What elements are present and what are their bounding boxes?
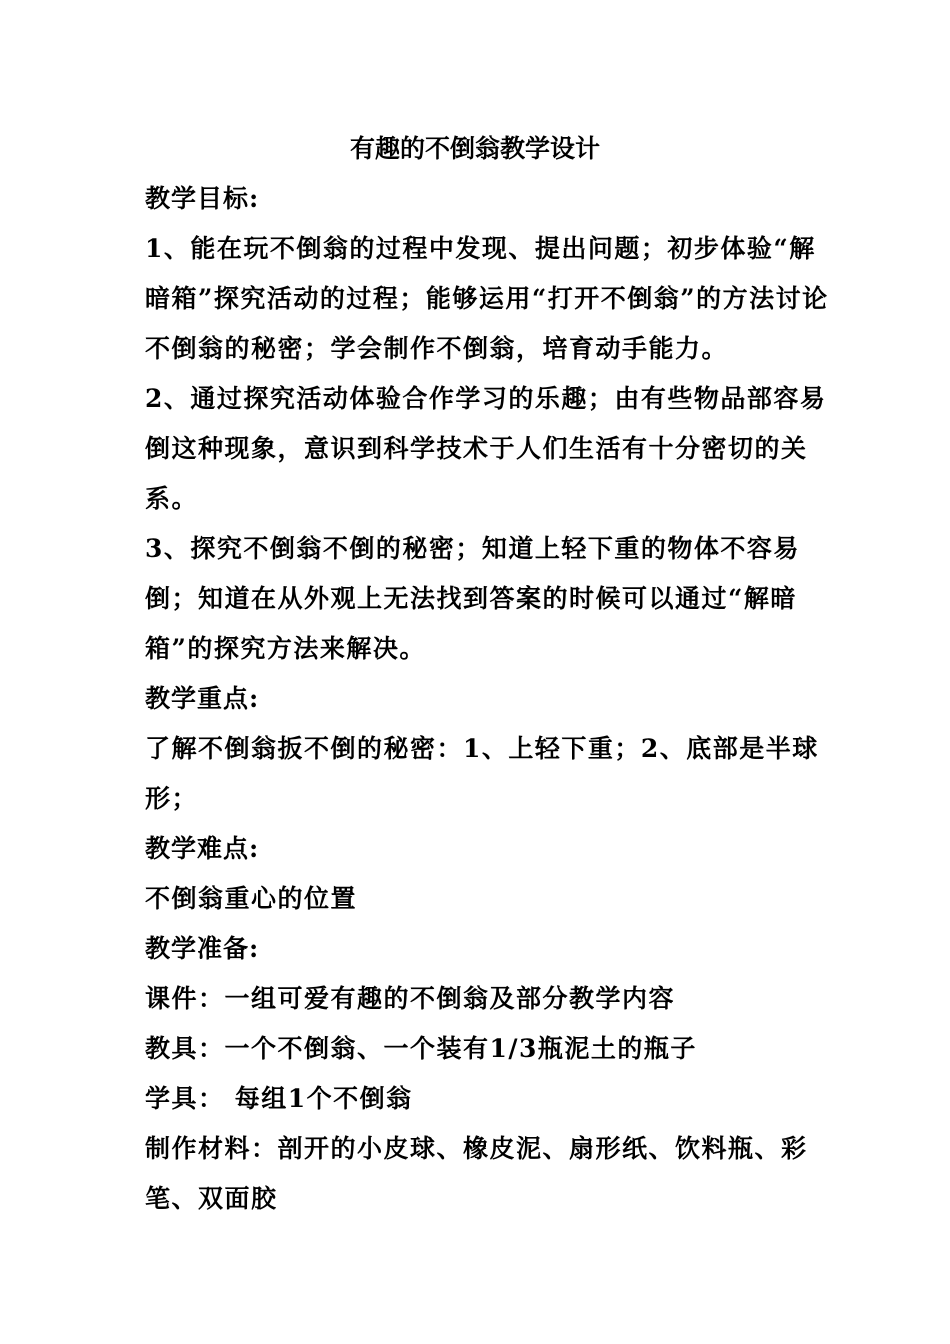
courseware-item: 课件：一组可爱有趣的不倒翁及部分教学内容 <box>145 984 676 1013</box>
key-points-text: 了解不倒翁扳不倒的秘密：1、上轻下重；2、底部是半球形； <box>145 734 819 813</box>
student-tools-item: 学具： 每组1个不倒翁 <box>145 1084 413 1113</box>
teaching-tools-item: 教具：一个不倒翁、一个装有1/3瓶泥土的瓶子 <box>145 1034 697 1063</box>
difficulty-text: 不倒翁重心的位置 <box>145 884 358 913</box>
key-points-heading: 教学重点: <box>145 684 260 713</box>
preparation-heading: 教学准备: <box>145 934 260 963</box>
document-page <box>145 124 835 1224</box>
objective-1: 1、能在玩不倒翁的过程中发现、提出问题；初步体验“解暗箱”探究活动的过程；能够运用“打开不倒翁”的方法讨论不倒翁的秘密；学会制作不倒翁，培育动手能力。 <box>145 234 829 363</box>
difficulty-heading: 教学难点: <box>145 834 260 863</box>
objective-3: 3、探究不倒翁不倒的秘密；知道上轻下重的物体不容易倒；知道在从外观上无法找到答案的时候可以通过“解暗箱”的探究方法来解决。 <box>145 534 800 663</box>
objectives-heading: 教学目标: <box>145 184 260 213</box>
document-title: 有趣的不倒翁教学设计 <box>349 134 600 163</box>
objective-2: 2、通过探究活动体验合作学习的乐趣；由有些物品部容易倒这种现象，意识到科学技术于人们生活有十分密切的关系。 <box>145 384 827 513</box>
materials-item: 制作材料：剖开的小皮球、橡皮泥、扇形纸、饮料瓶、彩笔、双面胶 <box>145 1134 808 1213</box>
